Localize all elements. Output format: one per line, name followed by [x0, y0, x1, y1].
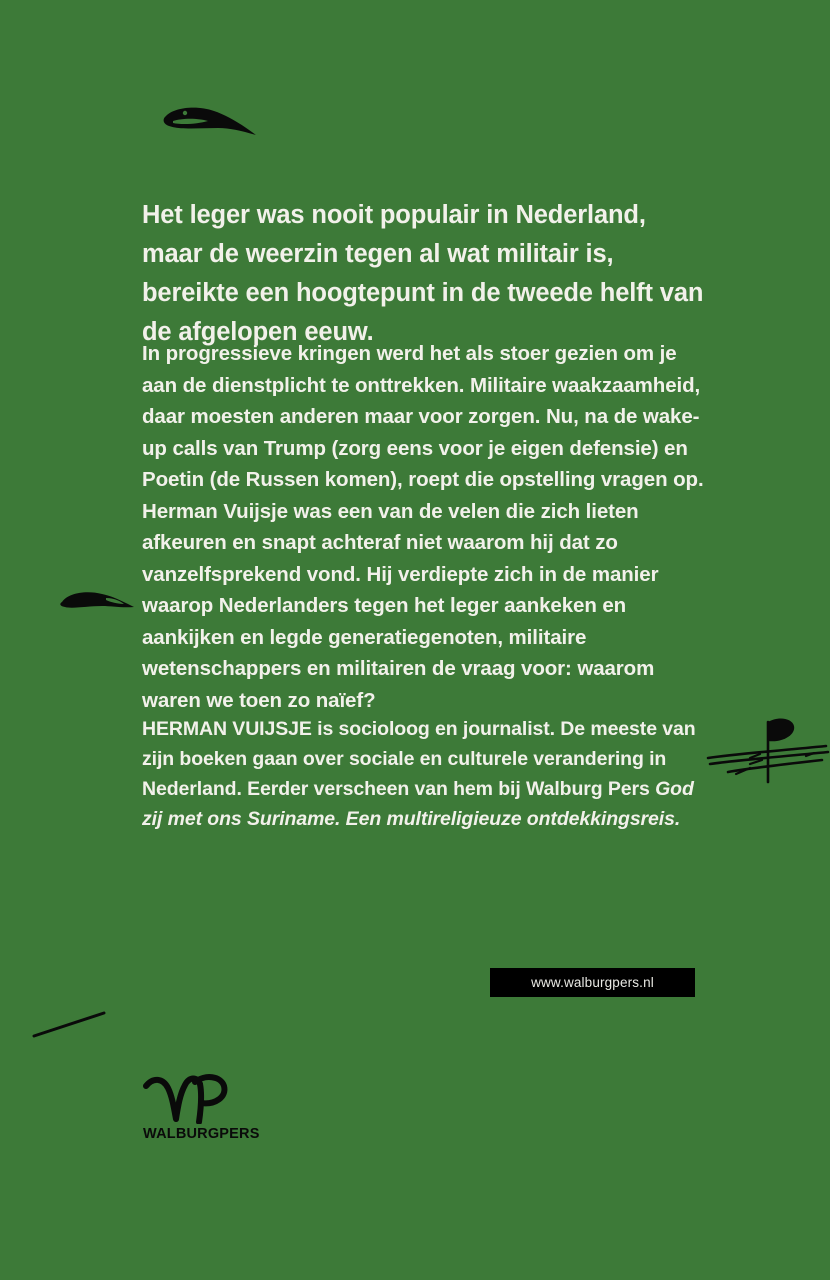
- author-name: HERMAN VUIJSJE: [142, 718, 312, 740]
- publisher-logo: [143, 1072, 260, 1150]
- previous-book-title: God zij met ons Suriname. Een multireligieuze ontdekkingsreis.: [142, 778, 694, 830]
- cover-text-column: [142, 196, 704, 830]
- publisher-url-bar[interactable]: [490, 968, 695, 997]
- author-bio: [142, 714, 702, 834]
- publisher-url-text: www.walburgpers.nl: [531, 975, 654, 990]
- wp-monogram-icon: [143, 1072, 229, 1124]
- lede-paragraph: Het leger was nooit populair in Nederland, maar de weerzin tegen al wat militair is, bereikte een hoogtepunt in de tweede helft van de afgelopen eeuw.: [142, 201, 704, 346]
- ink-flag-icon: [706, 710, 830, 790]
- author-bio-text: is socioloog en journalist. De meeste van zijn boeken gaan over sociale en culturele verandering in Nederland. Eerder verscheen van hem bij Walburg Pers: [142, 718, 696, 800]
- ink-dash-icon: [30, 1005, 112, 1043]
- ink-bird-icon: [160, 100, 260, 146]
- publisher-wordmark: WALBURGPERS: [143, 1126, 260, 1142]
- body-paragraph: In progressieve kringen werd het als stoer gezien om je aan de dienstplicht te onttrekken. Militaire waakzaamheid, daar moesten anderen maar voor zorgen. Nu, na de wake-up calls van Trump (zorg eens voor je eigen defensie) en Poetin (de Russen komen), roept die opstelling vragen op. Herman Vuijsje was een van de velen die zich lieten afkeuren en snapt achteraf niet waarom hij dat zo vanzelfsprekend vond. Hij verdiepte zich in de manier waarop Nederlanders tegen het leger aankeken en aankijken en legde generatiegenoten, militaire wetenschappers en militairen de vraag voor: waarom waren we toen zo naïef?: [142, 342, 704, 712]
- ink-blob-icon: [58, 585, 138, 619]
